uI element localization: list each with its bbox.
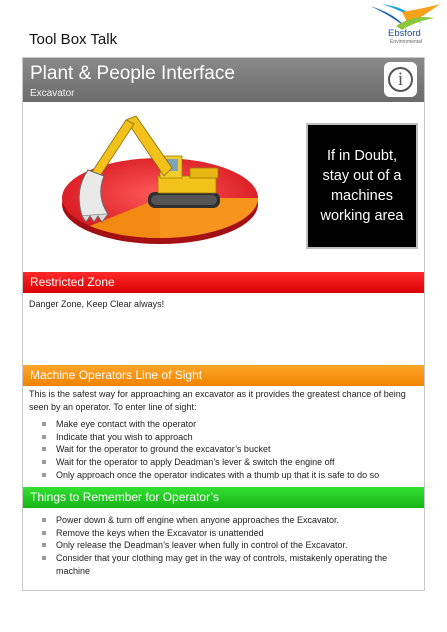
excavator-hazard-zone-icon bbox=[30, 106, 265, 256]
logo-subtitle: Environmental bbox=[390, 39, 422, 45]
list-item: Wait for the operator to ground the excavator’s bucket bbox=[29, 443, 419, 456]
list-item: Consider that your clothing may get in the way of controls, mistakenly operating the machine bbox=[29, 552, 419, 577]
list-item: Power down & turn off engine when anyone approaches the Excavator. bbox=[29, 514, 419, 527]
line-of-sight-intro: This is the safest way for approaching an excavator as it provides the greatest chance of being seen by an operator. To enter line of sight: bbox=[29, 389, 406, 412]
restricted-zone-text: Danger Zone, Keep Clear always! bbox=[29, 299, 165, 309]
title-banner bbox=[23, 58, 424, 102]
restricted-zone-heading: Restricted Zone bbox=[23, 272, 424, 293]
list-item: Make eye contact with the operator bbox=[29, 418, 419, 431]
list-item: Only approach once the operator indicates with a thumb up that it is safe to do so bbox=[29, 469, 419, 482]
page-subtitle: Excavator bbox=[30, 88, 75, 99]
logo-name: Ebsford bbox=[388, 28, 421, 39]
list-item: Remove the keys when the Excavator is unattended bbox=[29, 527, 419, 540]
list-item: Wait for the operator to apply Deadman’s lever & switch the engine off bbox=[29, 456, 419, 469]
line-of-sight-list bbox=[29, 418, 419, 482]
things-to-remember-heading: Things to Remember for Operator’s bbox=[23, 487, 424, 508]
list-item: Only release the Deadman’s leaver when fully in control of the Excavator. bbox=[29, 539, 419, 552]
list-item: Indicate that you wish to approach bbox=[29, 431, 419, 444]
warning-box bbox=[306, 123, 418, 249]
things-to-remember-list bbox=[29, 514, 419, 578]
warning-text: If in Doubt, stay out of a machines working area bbox=[320, 148, 404, 224]
page-title: Plant & People Interface bbox=[30, 63, 235, 84]
info-icon: i bbox=[384, 62, 417, 97]
line-of-sight-heading: Machine Operators Line of Sight bbox=[23, 365, 424, 386]
document-title: Tool Box Talk bbox=[29, 31, 118, 48]
